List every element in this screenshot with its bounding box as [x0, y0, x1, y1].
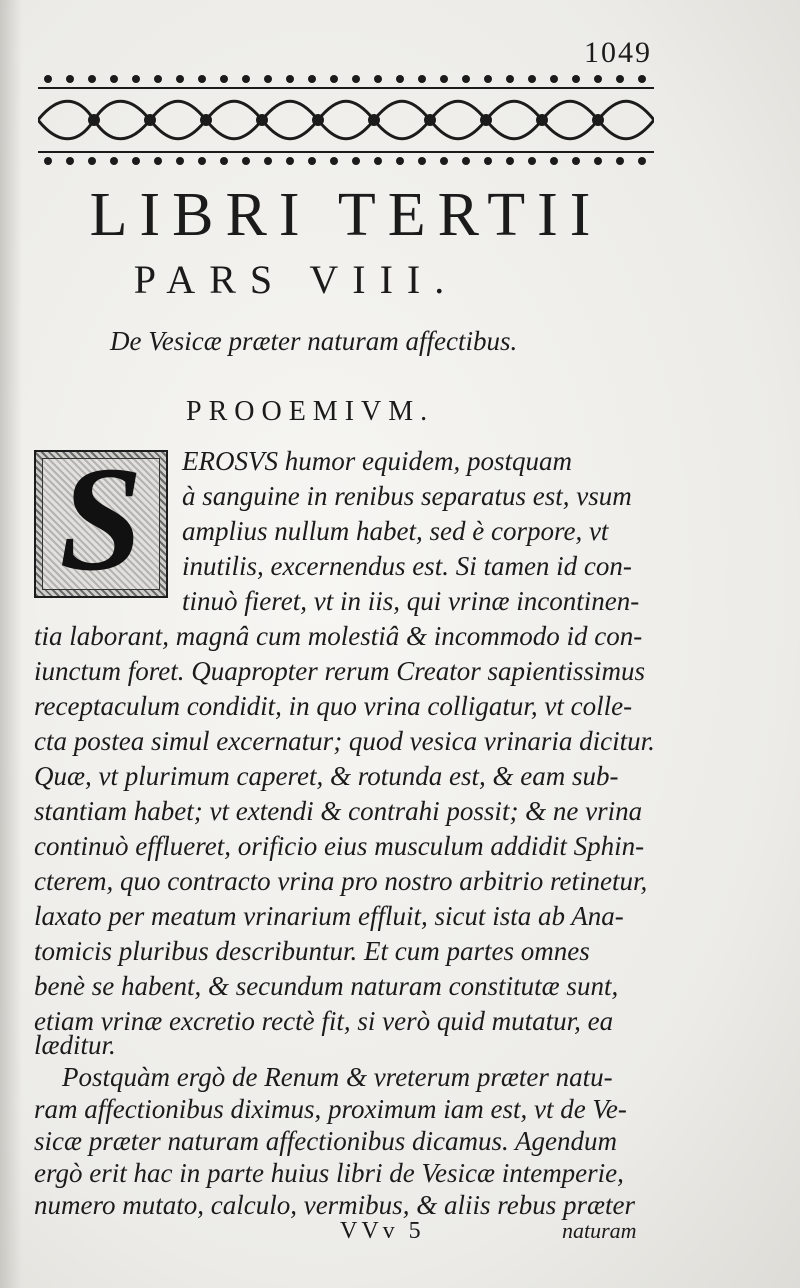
page-number: 1049: [584, 36, 652, 69]
text-line: numero mutato, calculo, vermibus, & aliis rebus præter: [34, 1190, 635, 1220]
ornament-headpiece: [38, 70, 654, 170]
text-line: ram affectionibus diximus, proximum iam est, vt de Ve-: [34, 1094, 627, 1124]
text-line: stantiam habet; vt extendi & contrahi possit; & ne vrina: [34, 796, 643, 826]
text-line: benè se habent, & secundum naturam constitutæ sunt,: [34, 971, 619, 1001]
chapter-heading: De Vesicæ præter naturam affectibus.: [110, 326, 518, 356]
text-line: amplius nullum habet, sed è corpore, vt: [182, 516, 609, 546]
part-subtitle: PARS VIII.: [133, 257, 459, 302]
text-line: tia laborant, magnâ cum molestiâ & incommodo id con-: [34, 621, 643, 651]
text-line: tinuò fieret, vt in iis, qui vrinæ incontinen-: [182, 586, 640, 616]
text-line: cta postea simul excernatur; quod vesica vrinaria dicitur.: [34, 726, 655, 756]
decorated-initial: [34, 450, 168, 598]
text-line: receptaculum condidit, in quo vrina colligatur, vt colle-: [34, 691, 633, 721]
gutter-shadow: [0, 0, 22, 1288]
text-line: læditur.: [34, 1030, 116, 1060]
text-line: inutilis, excernendus est. Si tamen id con-: [182, 551, 632, 581]
text-line: etiam vrinæ excretio rectè fit, si verò quid mutatur, ea: [34, 1006, 614, 1036]
text-line: ergò erit hac in parte huius libri de Vesicæ intemperie,: [34, 1158, 624, 1188]
text-line: à sanguine in renibus separatus est, vsum: [182, 481, 632, 511]
text-line: continuò efflueret, orificio eius musculum addidit Sphin-: [34, 831, 645, 861]
text-line: EROSVS humor equidem, postquam: [182, 446, 572, 476]
signature-mark: VVv 5: [340, 1218, 425, 1244]
page-title: LIBRI TERTII: [89, 181, 603, 249]
text-line: Quæ, vt plurimum caperet, & rotunda est, & eam sub-: [34, 761, 619, 791]
section-heading: PROOEMIVM.: [186, 396, 435, 427]
text-line: Postquàm ergò de Renum & vreterum præter natu-: [62, 1062, 613, 1092]
text-line: laxato per meatum vrinarium effluit, sicut ista ab Ana-: [34, 901, 624, 931]
text-line: iunctum foret. Quapropter rerum Creator sapientissimus: [34, 656, 645, 686]
catchword: naturam: [562, 1218, 637, 1243]
text-line: tomicis pluribus describuntur. Et cum partes omnes: [34, 936, 590, 966]
initial-letter: S: [59, 450, 143, 598]
text-line: sicæ præter naturam affectionibus dicamus. Agendum: [34, 1126, 617, 1156]
text-line: cterem, quo contracto vrina pro nostro arbitrio retinetur,: [34, 866, 648, 896]
